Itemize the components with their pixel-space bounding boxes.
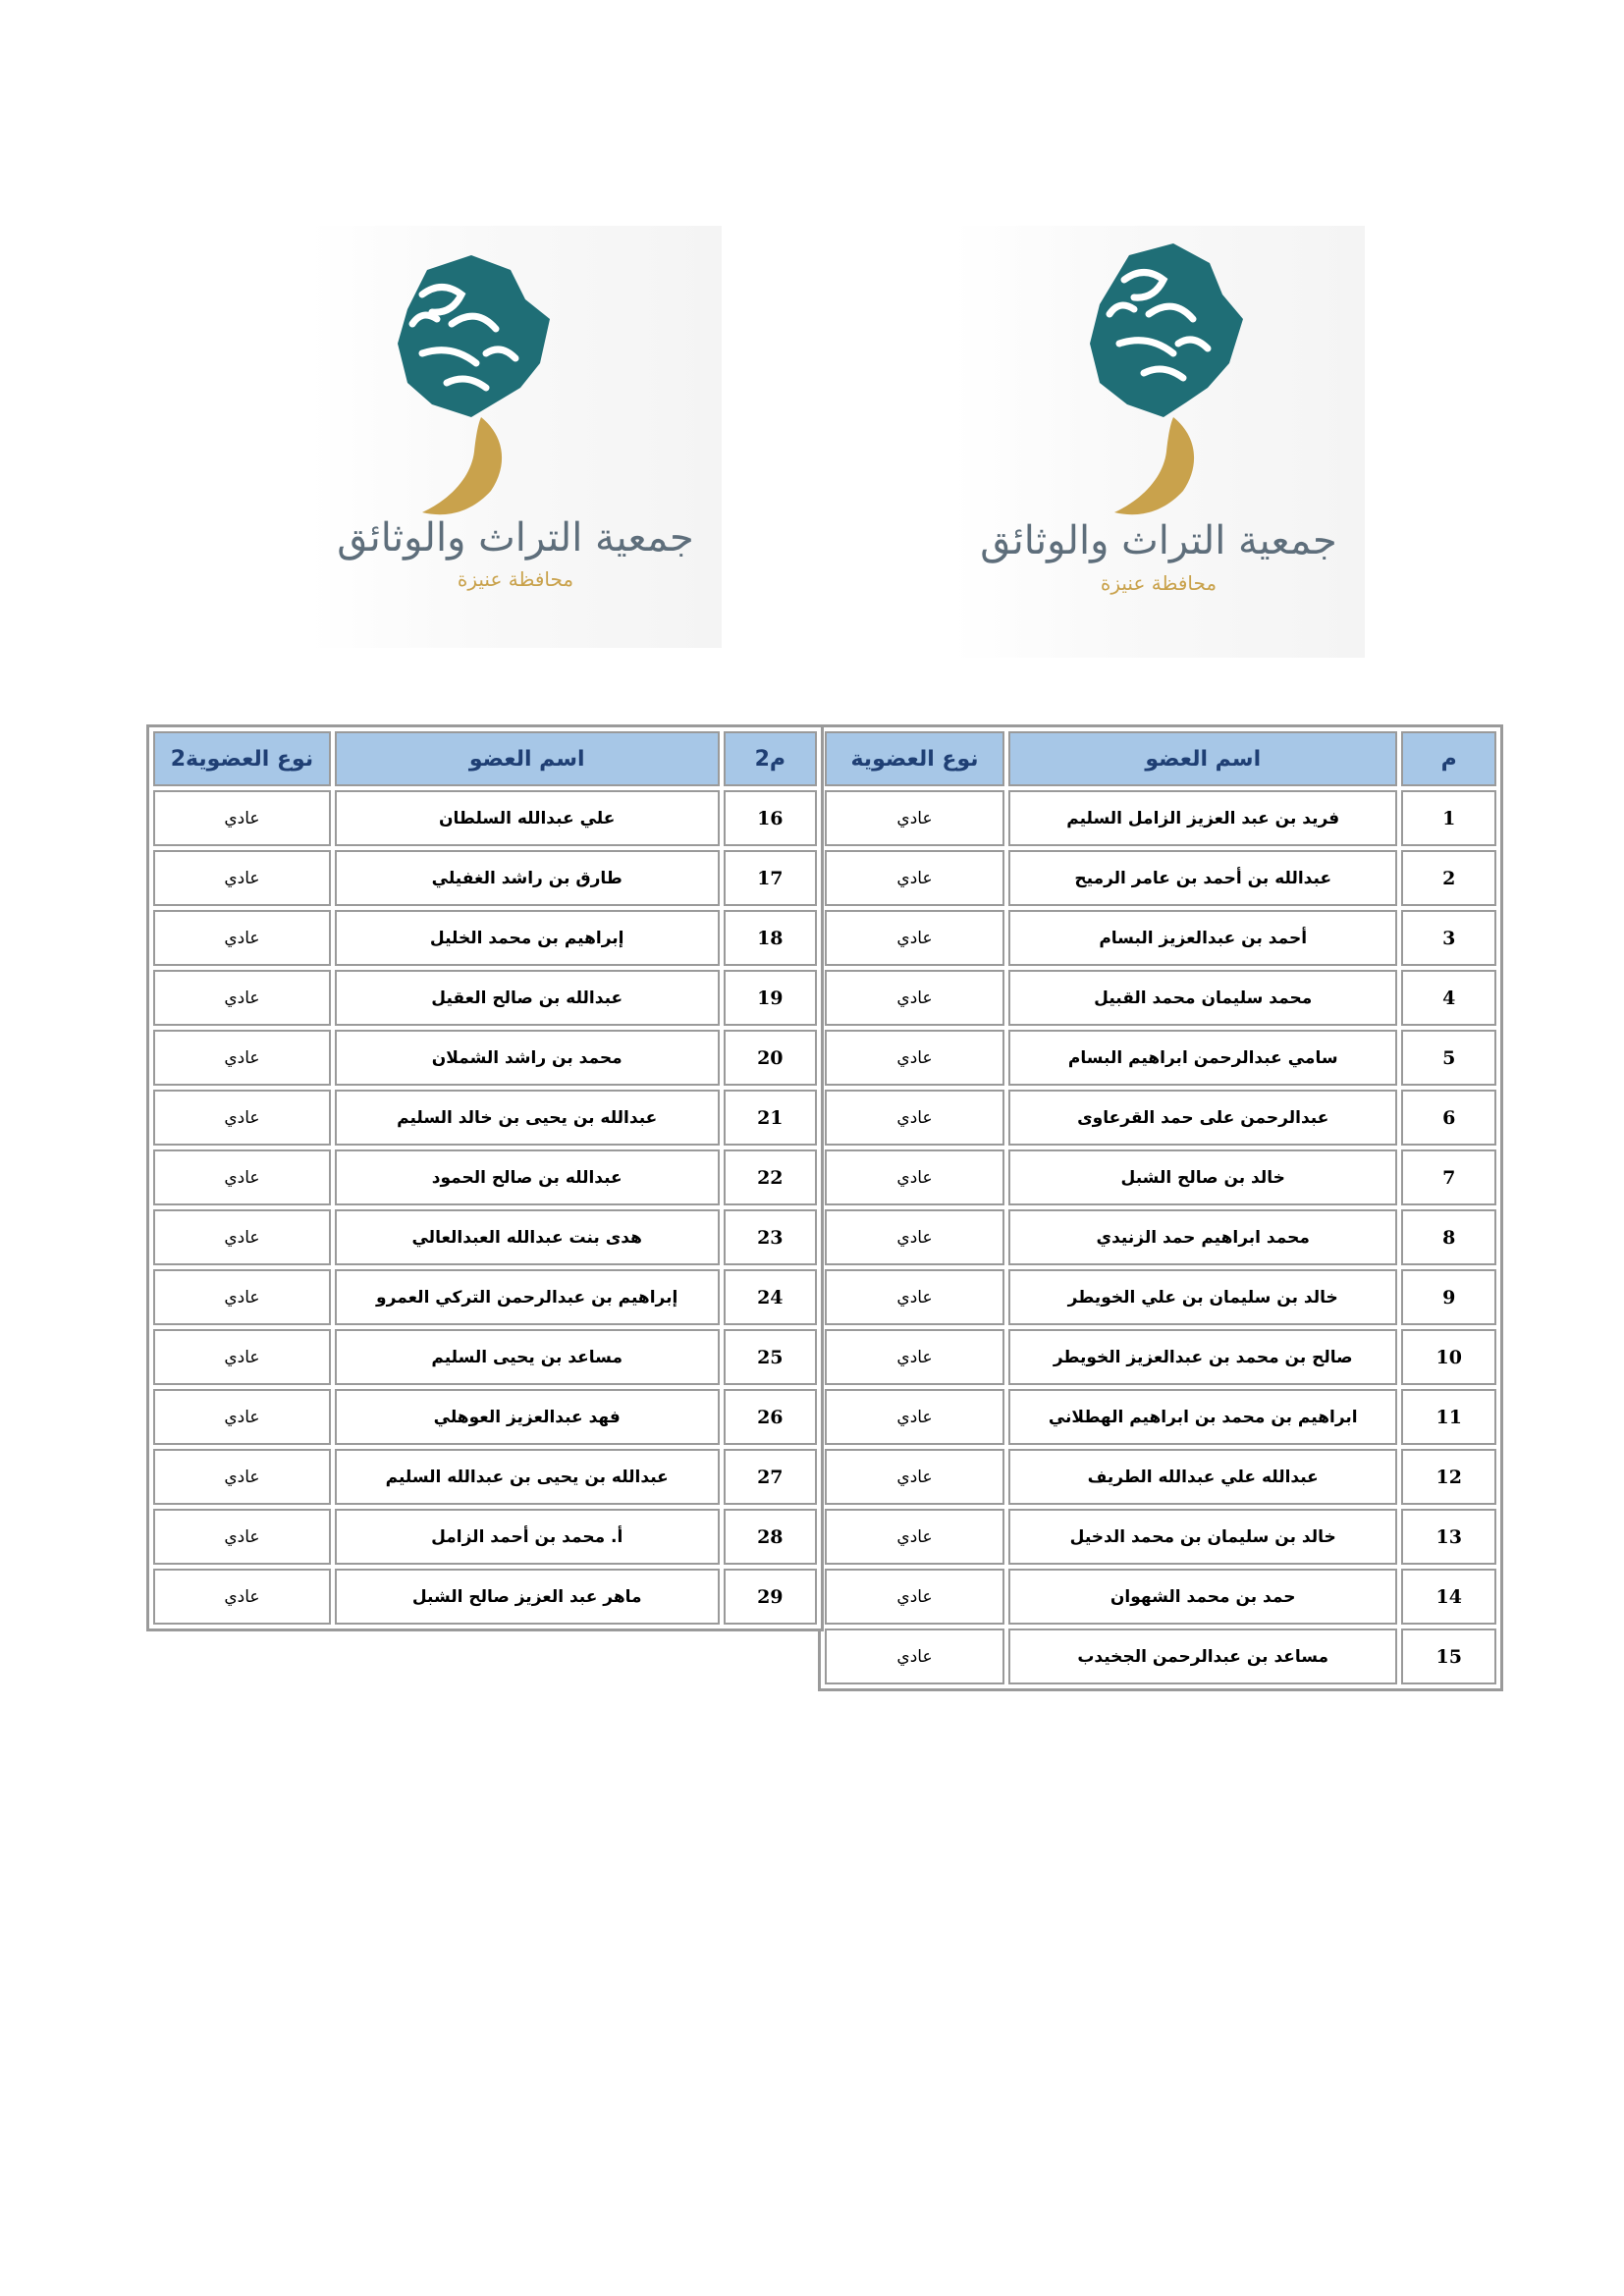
membership-type: عادي xyxy=(153,970,331,1026)
table-header-row xyxy=(153,731,817,786)
membership-type: عادي xyxy=(153,1090,331,1146)
table-header-row xyxy=(825,731,1496,786)
table-row xyxy=(153,1030,817,1086)
member-number: 25 xyxy=(724,1329,817,1385)
members-table-2 xyxy=(146,724,824,1631)
table-row xyxy=(153,1389,817,1445)
membership-type: عادي xyxy=(825,790,1004,846)
member-name: فهد عبدالعزيز العوهلي xyxy=(335,1389,720,1445)
membership-type: عادي xyxy=(825,1030,1004,1086)
table-row xyxy=(825,1209,1496,1265)
member-number: 17 xyxy=(724,850,817,906)
member-name: مساعد بن يحيى السليم xyxy=(335,1329,720,1385)
table-row xyxy=(825,1449,1496,1505)
membership-type: عادي xyxy=(825,910,1004,966)
member-number: 23 xyxy=(724,1209,817,1265)
member-number: 16 xyxy=(724,790,817,846)
table-row xyxy=(825,850,1496,906)
member-name: محمد ابراهيم حمد الزنيدي xyxy=(1008,1209,1397,1265)
member-name: عبدالله بن صالح العقيل xyxy=(335,970,720,1026)
member-name: خالد بن سليمان بن محمد الدخيل xyxy=(1008,1509,1397,1565)
table-row xyxy=(153,1449,817,1505)
member-name: سامي عبدالرحمن ابراهيم البسام xyxy=(1008,1030,1397,1086)
member-name: خالد بن صالح الشبل xyxy=(1008,1149,1397,1205)
membership-type: عادي xyxy=(825,1569,1004,1625)
member-name: مساعد بن عبدالرحمن الجخيدب xyxy=(1008,1629,1397,1684)
member-name: علي عبدالله السلطان xyxy=(335,790,720,846)
membership-type: عادي xyxy=(825,1209,1004,1265)
membership-type: عادي xyxy=(153,850,331,906)
membership-type: عادي xyxy=(153,910,331,966)
table-row xyxy=(825,970,1496,1026)
member-name: عبدالله بن صالح الحمود xyxy=(335,1149,720,1205)
table-row xyxy=(825,1329,1496,1385)
table-row xyxy=(825,1269,1496,1325)
member-number: 9 xyxy=(1401,1269,1496,1325)
table-row xyxy=(825,1389,1496,1445)
column-header-num: م2 xyxy=(724,731,817,786)
member-number: 8 xyxy=(1401,1209,1496,1265)
logo-brand-text: جمعية التراث والوثائق xyxy=(980,518,1337,563)
table-row xyxy=(825,790,1496,846)
member-name: ماهر عبد العزيز صالح الشبل xyxy=(335,1569,720,1625)
membership-type: عادي xyxy=(153,1329,331,1385)
member-name: أ. محمد بن أحمد الزامل xyxy=(335,1509,720,1565)
column-header-name: اسم العضو xyxy=(335,731,720,786)
table-row xyxy=(153,1569,817,1625)
member-number: 22 xyxy=(724,1149,817,1205)
member-number: 15 xyxy=(1401,1629,1496,1684)
table-row xyxy=(153,1090,817,1146)
membership-type: عادي xyxy=(825,1509,1004,1565)
member-number: 28 xyxy=(724,1509,817,1565)
member-name: ابراهيم بن محمد بن ابراهيم الهطلاني xyxy=(1008,1389,1397,1445)
logo-city-text: محافظة عنيزة xyxy=(1100,571,1218,595)
membership-type: عادي xyxy=(153,1209,331,1265)
membership-type: عادي xyxy=(153,1269,331,1325)
table-row xyxy=(153,910,817,966)
member-number: 12 xyxy=(1401,1449,1496,1505)
column-header-type: نوع العضوية xyxy=(825,731,1004,786)
table-row xyxy=(825,1629,1496,1684)
member-name: عبدالله بن يحيى بن عبدالله السليم xyxy=(335,1449,720,1505)
column-header-type: نوع العضوية2 xyxy=(153,731,331,786)
member-name: حمد بن محمد الشهوان xyxy=(1008,1569,1397,1625)
member-name: هدى بنت عبدالله العبدالعالي xyxy=(335,1209,720,1265)
membership-type: عادي xyxy=(153,1030,331,1086)
membership-type: عادي xyxy=(825,1149,1004,1205)
table-row xyxy=(153,1149,817,1205)
membership-type: عادي xyxy=(825,1269,1004,1325)
table-row xyxy=(825,1569,1496,1625)
member-name: خالد بن سليمان بن علي الخويطر xyxy=(1008,1269,1397,1325)
member-number: 1 xyxy=(1401,790,1496,846)
column-header-name: اسم العضو xyxy=(1008,731,1397,786)
member-number: 27 xyxy=(724,1449,817,1505)
table-row xyxy=(825,1509,1496,1565)
member-number: 13 xyxy=(1401,1509,1496,1565)
membership-type: عادي xyxy=(825,850,1004,906)
table-row xyxy=(153,970,817,1026)
member-number: 10 xyxy=(1401,1329,1496,1385)
member-number: 29 xyxy=(724,1569,817,1625)
members-table-1 xyxy=(818,724,1503,1691)
logo-left xyxy=(309,226,722,648)
logo-right xyxy=(952,226,1365,658)
member-name: طارق بن راشد الغفيلي xyxy=(335,850,720,906)
table-row xyxy=(825,1090,1496,1146)
table-row xyxy=(153,850,817,906)
table-row xyxy=(825,1030,1496,1086)
table-row xyxy=(153,1269,817,1325)
member-number: 4 xyxy=(1401,970,1496,1026)
member-number: 7 xyxy=(1401,1149,1496,1205)
member-number: 6 xyxy=(1401,1090,1496,1146)
member-number: 18 xyxy=(724,910,817,966)
member-number: 21 xyxy=(724,1090,817,1146)
member-name: إبراهيم بن محمد الخليل xyxy=(335,910,720,966)
table-row xyxy=(153,1329,817,1385)
logo-city-text: محافظة عنيزة xyxy=(457,567,574,591)
membership-type: عادي xyxy=(153,1389,331,1445)
member-number: 11 xyxy=(1401,1389,1496,1445)
membership-type: عادي xyxy=(825,970,1004,1026)
member-name: فريد بن عبد العزيز الزامل السليم xyxy=(1008,790,1397,846)
membership-type: عادي xyxy=(153,1449,331,1505)
membership-type: عادي xyxy=(825,1329,1004,1385)
member-name: محمد بن راشد الشملان xyxy=(335,1030,720,1086)
membership-type: عادي xyxy=(153,790,331,846)
table-row xyxy=(825,910,1496,966)
member-name: إبراهيم بن عبدالرحمن التركي العمرو xyxy=(335,1269,720,1325)
member-number: 14 xyxy=(1401,1569,1496,1625)
member-number: 2 xyxy=(1401,850,1496,906)
membership-type: عادي xyxy=(825,1389,1004,1445)
member-number: 19 xyxy=(724,970,817,1026)
member-name: عبدالله بن أحمد بن عامر الرميح xyxy=(1008,850,1397,906)
logo-brand-text: جمعية التراث والوثائق xyxy=(337,515,694,561)
member-name: عبدالله بن يحيى بن خالد السليم xyxy=(335,1090,720,1146)
membership-type: عادي xyxy=(825,1629,1004,1684)
member-name: محمد سليمان محمد القبيل xyxy=(1008,970,1397,1026)
member-number: 5 xyxy=(1401,1030,1496,1086)
membership-type: عادي xyxy=(825,1449,1004,1505)
membership-type: عادي xyxy=(825,1090,1004,1146)
column-header-num: م xyxy=(1401,731,1496,786)
member-number: 24 xyxy=(724,1269,817,1325)
membership-type: عادي xyxy=(153,1509,331,1565)
table-row xyxy=(153,1509,817,1565)
table-row xyxy=(825,1149,1496,1205)
member-number: 20 xyxy=(724,1030,817,1086)
member-name: أحمد بن عبدالعزيز البسام xyxy=(1008,910,1397,966)
table-row xyxy=(153,1209,817,1265)
membership-type: عادي xyxy=(153,1149,331,1205)
member-name: عبدالله علي عبدالله الطريف xyxy=(1008,1449,1397,1505)
member-name: عبدالرحمن على حمد القرعاوى xyxy=(1008,1090,1397,1146)
member-name: صالح بن محمد بن عبدالعزيز الخويطر xyxy=(1008,1329,1397,1385)
member-number: 3 xyxy=(1401,910,1496,966)
member-number: 26 xyxy=(724,1389,817,1445)
membership-type: عادي xyxy=(153,1569,331,1625)
table-row xyxy=(153,790,817,846)
